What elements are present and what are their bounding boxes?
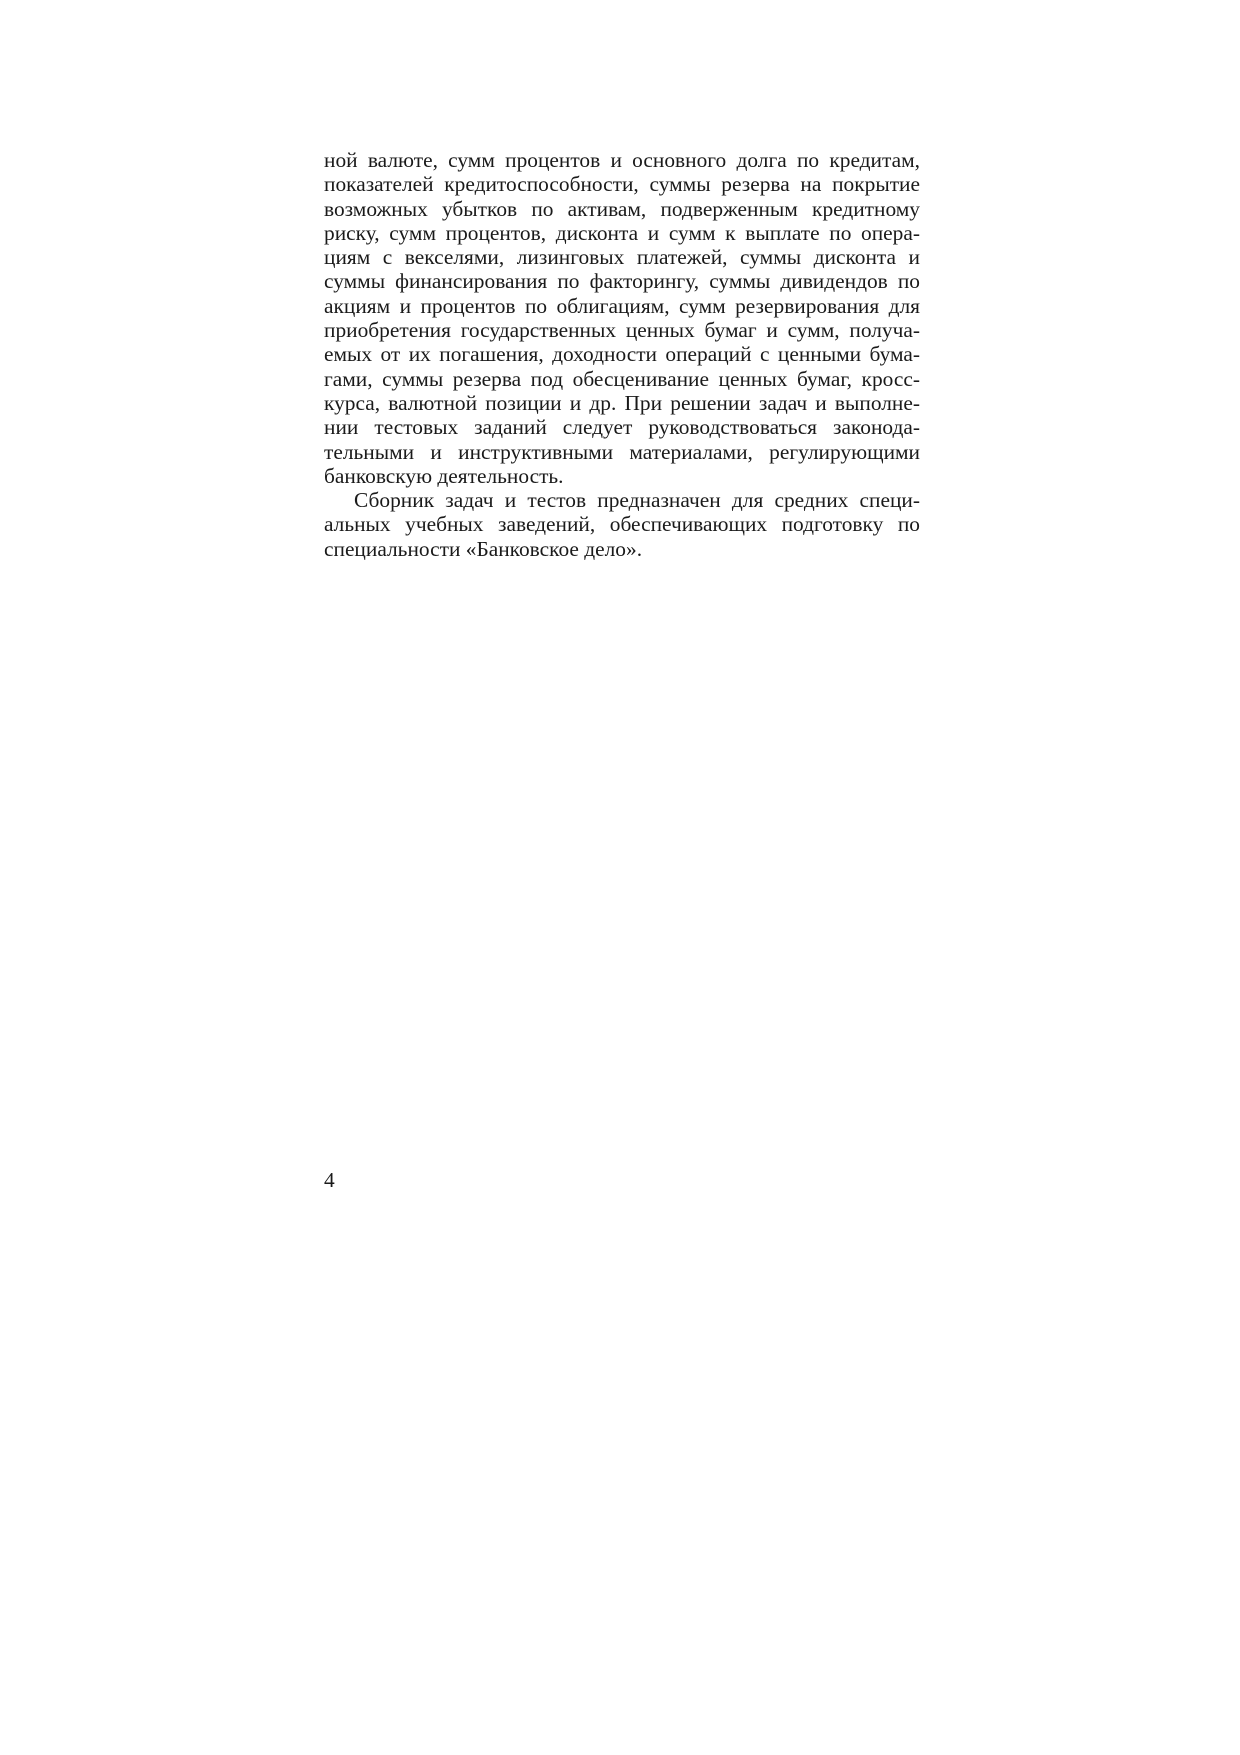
text-line: тельными и инструктивными материалами, регулирующими <box>324 439 920 464</box>
text-line: специальности «Банковское дело». <box>324 536 643 561</box>
text-line: возможных убытков по активам, подверженным кредитному <box>324 196 920 221</box>
text-line: емых от их погашения, доходности операций с ценными бума- <box>324 342 920 367</box>
text-line: акциям и процентов по облигациям, сумм резервирования для <box>324 293 920 318</box>
text-line: нии тестовых заданий следует руководствоваться законода- <box>324 415 920 440</box>
text-line: банковскую деятельность. <box>324 463 564 488</box>
text-line: курса, валютной позиции и др. При решении задач и выполне- <box>324 390 920 415</box>
text-line: альных учебных заведений, обеспечивающих подготовку по <box>324 512 920 537</box>
text-line: Сборник задач и тестов предназначен для средних специ- <box>354 488 920 513</box>
page-number: 4 <box>324 1168 335 1192</box>
text-line: показателей кредитоспособности, суммы резерва на покрытие <box>324 172 920 197</box>
paragraph-2 <box>324 488 920 561</box>
text-line: риску, сумм процентов, дисконта и сумм к выплате по опера- <box>324 220 920 245</box>
text-line: гами, суммы резерва под обесценивание ценных бумаг, кросс- <box>324 366 920 391</box>
text-line: ной валюте, сумм процентов и основного долга по кредитам, <box>324 148 920 172</box>
text-line: приобретения государственных ценных бумаг и сумм, получа- <box>324 318 920 343</box>
paragraph-1 <box>324 148 920 488</box>
text-line: суммы финансирования по факторингу, суммы дивидендов по <box>324 269 920 294</box>
body-text <box>324 148 920 561</box>
text-line: циям с векселями, лизинговых платежей, суммы дисконта и <box>324 245 920 270</box>
